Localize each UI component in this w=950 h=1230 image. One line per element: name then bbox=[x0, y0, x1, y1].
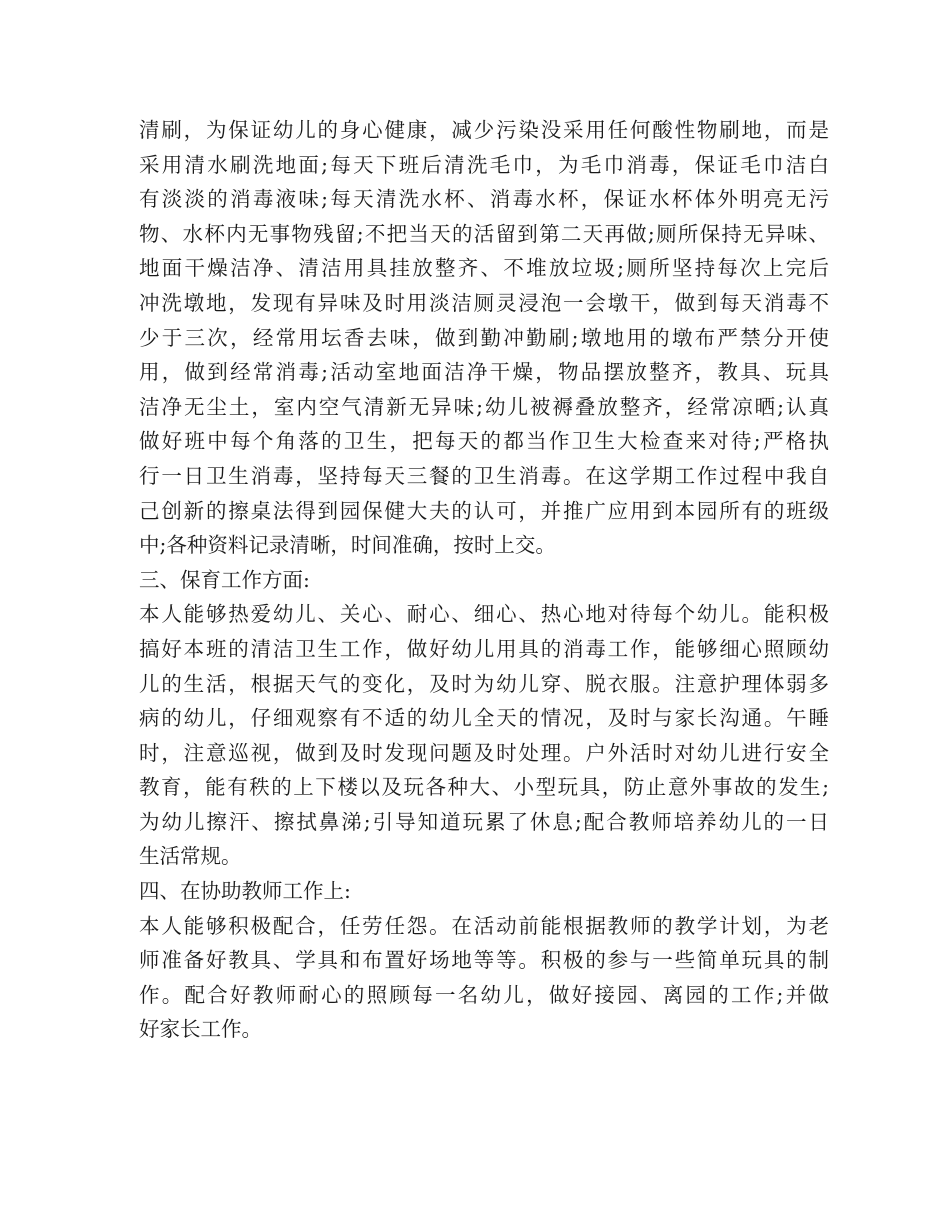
text-line: 己创新的擦桌法得到园保健大夫的认可，并推广应用到本园所有的班级 bbox=[139, 498, 829, 523]
text-line: 搞好本班的清洁卫生工作，做好幼儿用具的消毒工作，能够细心照顾幼 bbox=[139, 636, 829, 661]
text-line: 冲洗墩地，发现有异味及时用淡洁厕灵浸泡一会墩干，做到每天消毒不 bbox=[139, 290, 829, 315]
text-line: 作。配合好教师耐心的照顾每一名幼儿，做好接园、离园的工作;并做 bbox=[139, 982, 829, 1007]
text-line: 时，注意巡视，做到及时发现问题及时处理。户外活时对幼儿进行安全 bbox=[139, 740, 829, 765]
section-heading: 三、保育工作方面: bbox=[139, 567, 310, 592]
text-line: 好家长工作。 bbox=[139, 1017, 262, 1042]
text-line: 中;各种资料记录清晰，时间准确，按时上交。 bbox=[139, 533, 556, 558]
text-line: 教育，能有秩的上下楼以及玩各种大、小型玩具，防止意外事故的发生; bbox=[139, 775, 829, 800]
section-heading: 四、在协助教师工作上: bbox=[139, 879, 351, 904]
text-line: 做好班中每个角落的卫生，把每天的都当作卫生大检查来对待;严格执 bbox=[139, 429, 829, 454]
text-line: 为幼儿擦汗、擦拭鼻涕;引导知道玩累了休息;配合教师培养幼儿的一日 bbox=[139, 809, 829, 834]
text-line: 儿的生活，根据天气的变化，及时为幼儿穿、脱衣服。注意护理体弱多 bbox=[139, 671, 829, 696]
text-line: 采用清水刷洗地面;每天下班后清洗毛巾，为毛巾消毒，保证毛巾洁白 bbox=[139, 152, 829, 177]
text-line: 本人能够积极配合，任劳任怨。在活动前能根据教师的教学计划，为老 bbox=[139, 913, 829, 938]
text-line: 师准备好教具、学具和布置好场地等等。积极的参与一些简单玩具的制 bbox=[139, 948, 829, 973]
text-line: 少于三次，经常用坛香去味，做到勤冲勤刷;墩地用的墩布严禁分开使 bbox=[139, 325, 829, 350]
text-line: 有淡淡的消毒液味;每天清洗水杯、消毒水杯，保证水杯体外明亮无污 bbox=[139, 187, 829, 212]
text-line: 生活常规。 bbox=[139, 844, 242, 869]
text-line: 洁净无尘土，室内空气清新无异味;幼儿被褥叠放整齐，经常凉晒;认真 bbox=[139, 394, 829, 419]
text-line: 本人能够热爱幼儿、关心、耐心、细心、热心地对待每个幼儿。能积极 bbox=[139, 602, 829, 627]
text-line: 病的幼儿，仔细观察有不适的幼儿全天的情况，及时与家长沟通。午睡 bbox=[139, 706, 829, 731]
text-line: 行一日卫生消毒，坚持每天三餐的卫生消毒。在这学期工作过程中我自 bbox=[139, 463, 829, 488]
body-text bbox=[139, 113, 829, 1047]
text-line: 物、水杯内无事物残留;不把当天的活留到第二天再做;厕所保持无异味、 bbox=[139, 221, 829, 246]
text-line: 地面干燥洁净、清洁用具挂放整齐、不堆放垃圾;厕所坚持每次上完后 bbox=[139, 256, 829, 281]
text-line: 清刷，为保证幼儿的身心健康，减少污染没采用任何酸性物刷地，而是 bbox=[139, 118, 829, 142]
text-line: 用，做到经常消毒;活动室地面洁净干燥，物品摆放整齐，教具、玩具 bbox=[139, 360, 829, 385]
